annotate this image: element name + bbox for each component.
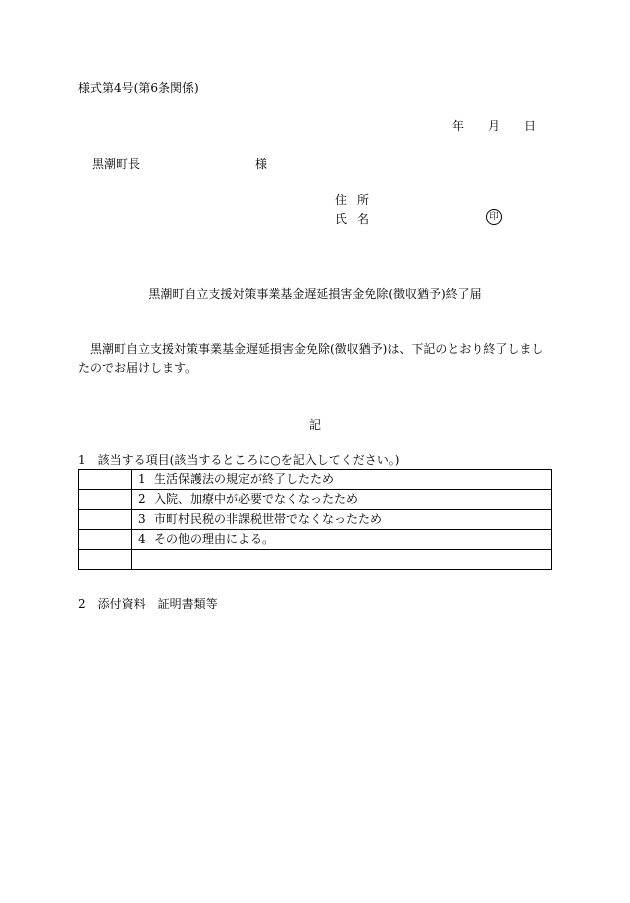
check-cell[interactable]: [79, 510, 132, 530]
date-year-label: 年: [452, 119, 465, 133]
ki-heading: 記: [308, 418, 321, 432]
table-row: [79, 550, 552, 570]
seal-icon: 印: [486, 209, 502, 225]
table-row: [79, 530, 552, 550]
items-table: [78, 469, 552, 570]
item-description: [132, 510, 552, 530]
table-row: [79, 470, 552, 490]
addressee-honorific: 様: [255, 157, 268, 171]
table-row: [79, 490, 552, 510]
check-cell[interactable]: [79, 470, 132, 490]
document-title: 黒潮町自立支援対策事業基金遅延損害金免除(徴収猶予)終了届: [148, 287, 482, 301]
item-number: 2: [138, 492, 146, 506]
date-day-label: 日: [524, 119, 537, 133]
table-row: [79, 510, 552, 530]
section2-heading: 2 添付資料 証明書類等: [78, 597, 218, 611]
item-description: [132, 530, 552, 550]
item-description: [132, 490, 552, 510]
addressee-name: 黒潮町長: [92, 157, 141, 171]
form-number: 様式第4号(第6条関係): [78, 81, 199, 95]
item-number: 3: [138, 512, 146, 526]
date-line: [452, 118, 536, 134]
item-text: 市町村民税の非課税世帯でなくなったため: [154, 512, 383, 526]
item-number: 4: [138, 532, 146, 546]
date-month-label: 月: [488, 119, 501, 133]
check-cell[interactable]: [79, 550, 132, 570]
check-cell[interactable]: [79, 490, 132, 510]
check-cell[interactable]: [79, 530, 132, 550]
item-description: [132, 470, 552, 490]
section1-heading: 1 該当する項目(該当するところに○を記入してください。): [78, 453, 400, 467]
item-number: 1: [138, 472, 146, 486]
name-label: 氏名: [335, 212, 380, 226]
item-text: その他の理由による。: [154, 532, 275, 546]
item-description: [132, 550, 552, 570]
address-label: 住所: [335, 193, 380, 207]
body-paragraph: 黒潮町自立支援対策事業基金遅延損害金免除(徴収猶予)は、下記のとおり終了しましたのでお届けします。: [78, 342, 544, 375]
item-text: 生活保護法の規定が終了したため: [154, 472, 335, 486]
item-text: 入院、加療中が必要でなくなったため: [154, 492, 359, 506]
